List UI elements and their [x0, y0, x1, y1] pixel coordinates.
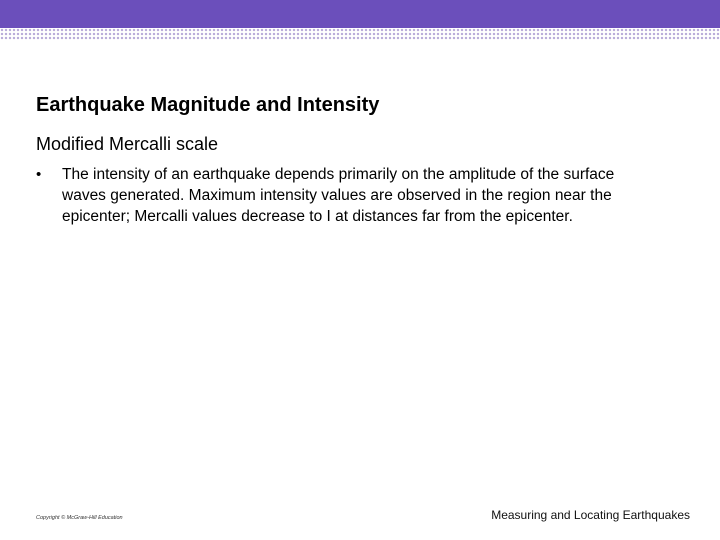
bullet-list [36, 164, 676, 227]
bullet-text: The intensity of an earthquake depends primarily on the amplitude of the surface waves generated. Maximum intensity values are observed in the region near the epicenter; Mercalli values decrease to I at distances far from the epicenter. [62, 166, 615, 225]
header-color-band [0, 0, 720, 28]
bullet-marker: • [36, 166, 42, 183]
copyright-notice: Copyright © McGraw-Hill Education [36, 515, 123, 521]
bullet-item [36, 164, 676, 227]
slide-subtitle: Modified Mercalli scale [36, 134, 219, 154]
slide-title: Earthquake Magnitude and Intensity [36, 94, 380, 116]
header-dot-pattern [0, 28, 720, 40]
footer-section-title: Measuring and Locating Earthquakes [491, 508, 690, 522]
